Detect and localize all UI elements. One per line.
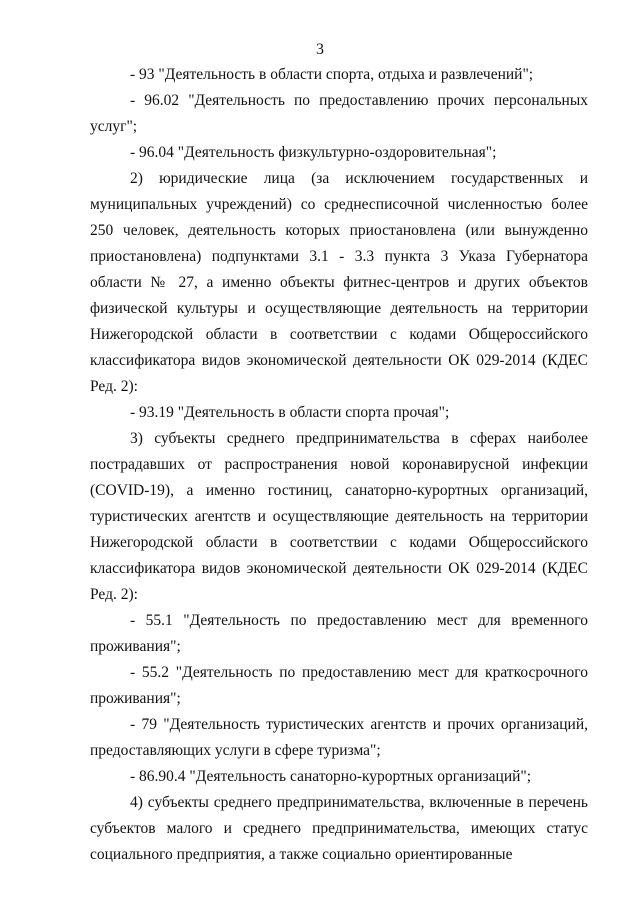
paragraph-okved-55-1: - 55.1 "Деятельность по предоставлению мест для временного проживания"; (90, 612, 588, 655)
paragraph-okved-93-19: - 93.19 "Деятельность в области спорта прочая"; (130, 404, 450, 421)
paragraph-okved-93: - 93 "Деятельность в области спорта, отдыха и развлечений"; (130, 66, 534, 83)
paragraph-okved-55-2: - 55.2 "Деятельность по предоставлению мест для краткосрочного проживания"; (90, 664, 588, 707)
page-number: 3 (316, 41, 324, 58)
document-body (90, 62, 588, 868)
paragraph-item-2-legal-entities: 2) юридические лица (за исключением государственных и муниципальных учреждений) со среднесписочной численностью более 250 человек, деятельность которых приостановлена (или вынужденно приостановлена) подпунктами 3.1 - 3.3 пункта 3 Указа Губернатора области № 27, а именно объекты фитнес-центров и других объектов физической культуры и осуществляющие деятельность на территории Нижегородской области в соответствии с кодами Общероссийского классификатора видов экономической деятельности ОК 029-2014 (КДЕС Ред. 2): (90, 170, 588, 395)
paragraph-okved-96-04: - 96.04 "Деятельность физкультурно-оздоровительная"; (130, 144, 497, 161)
paragraph-okved-96-02: - 96.02 "Деятельность по предоставлению прочих персональных услуг"; (90, 92, 588, 135)
paragraph-okved-79: - 79 "Деятельность туристических агентств и прочих организаций, предоставляющих услуги в сфере туризма"; (90, 716, 588, 759)
paragraph-item-4-social-enterprises: 4) субъекты среднего предпринимательства, включенные в перечень субъектов малого и среднего предпринимательства, имеющих статус социального предприятия, а также социально ориентированные (90, 794, 588, 863)
paragraph-okved-86-90-4: - 86.90.4 "Деятельность санаторно-курортных организаций"; (130, 768, 532, 785)
paragraph-item-3-medium-business: 3) субъекты среднего предпринимательства в сферах наиболее пострадавших от распространения новой коронавирусной инфекции (COVID-19), а именно гостиниц, санаторно-курортных организаций, туристических агентств и осуществляющие деятельность на территории Нижегородской области в соответствии с кодами Общероссийского классификатора видов экономической деятельности ОК 029-2014 (КДЕС Ред. 2): (90, 430, 588, 603)
